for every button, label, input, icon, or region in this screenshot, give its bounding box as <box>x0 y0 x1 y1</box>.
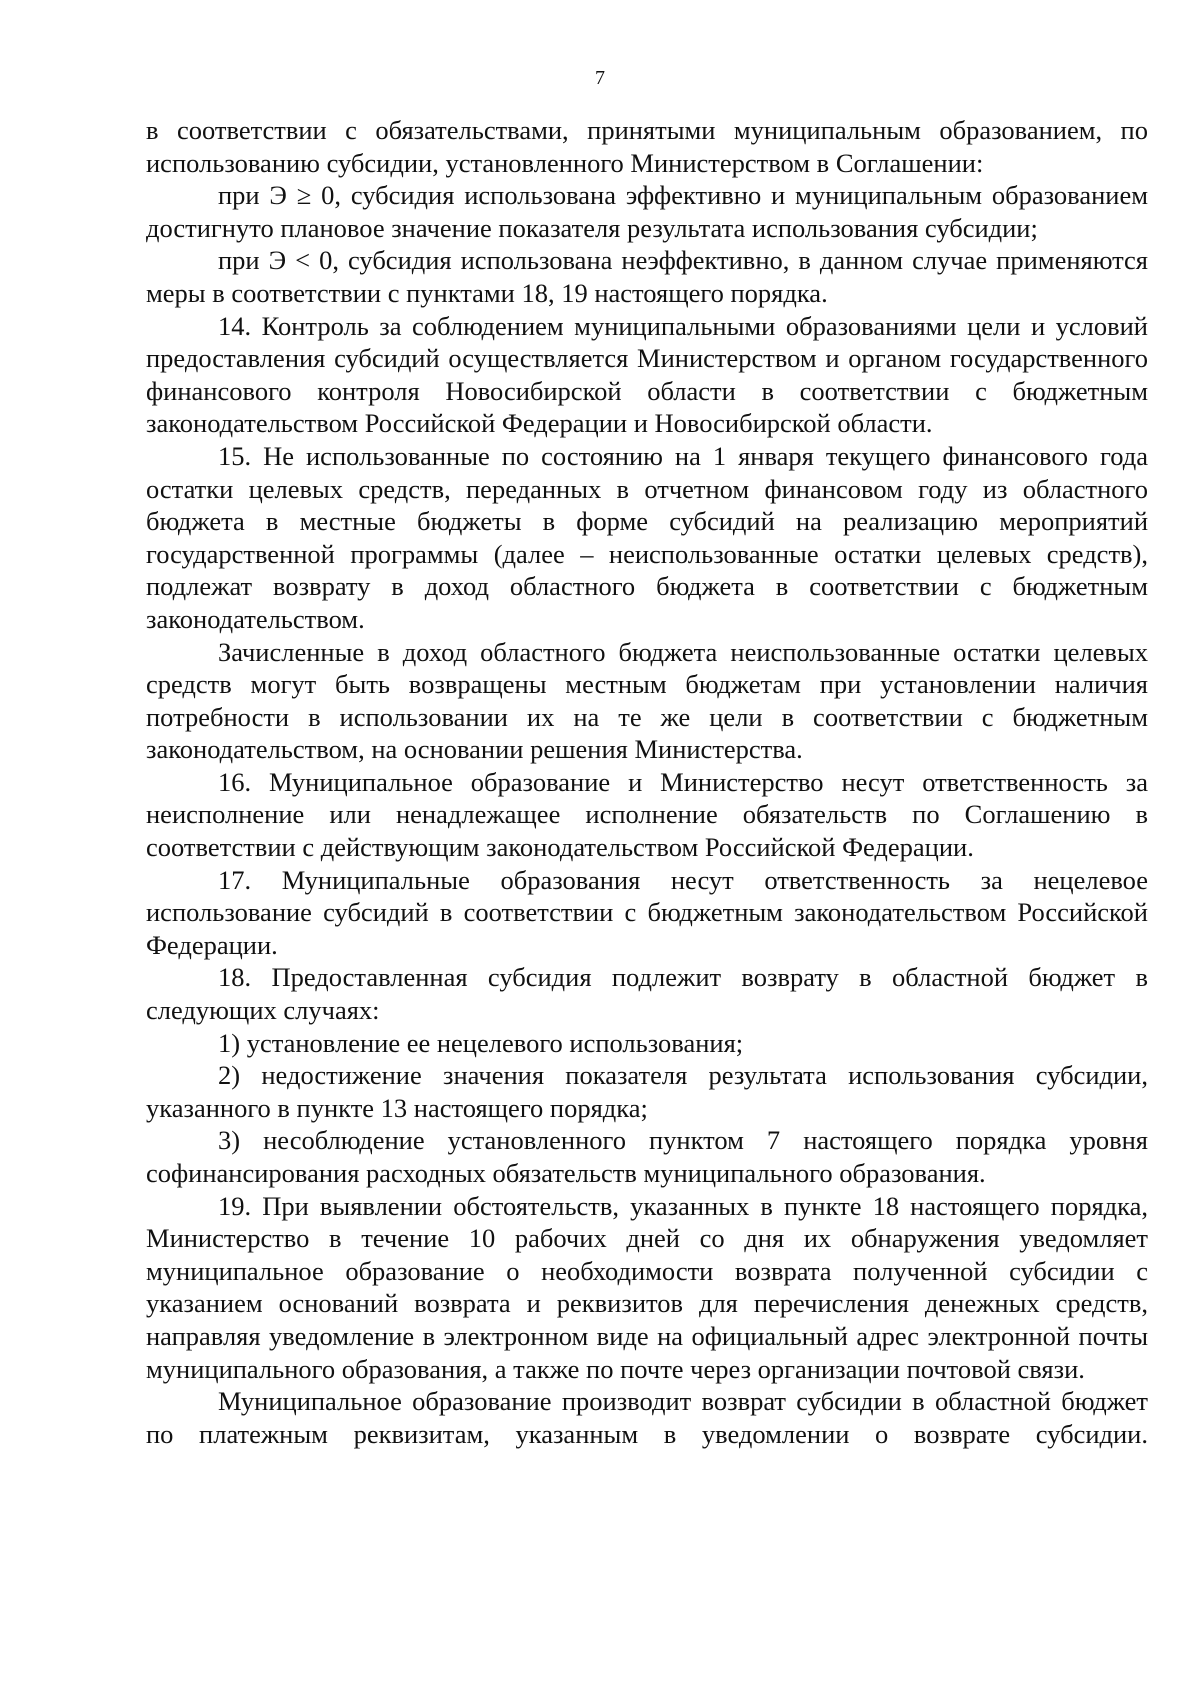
paragraph-p-e-ge: при Э ≥ 0, субсидия использована эффективно и муниципальным образованием достигнуто плановое значение показателя результата использования субсидии; <box>146 180 1148 243</box>
paragraph-p-18-2: 2) недостижение значения показателя результата использования субсидии, указанного в пункте 13 настоящего порядка; <box>146 1060 1148 1123</box>
paragraph-p-18: 18. Предоставленная субсидия подлежит возврату в областной бюджет в следующих случаях: <box>146 962 1148 1026</box>
paragraph-p-18-1: 1) установление ее нецелевого использования; <box>218 1027 744 1058</box>
paragraph-p-18-3: 3) несоблюдение установленного пунктом 7 настоящего порядка уровня софинансирования расходных обязательств муниципального образования. <box>146 1125 1148 1188</box>
paragraph-p-cont: в соответствии с обязательствами, принятыми муниципальным образованием, по использованию субсидии, установленного Министерством в Соглашении: <box>146 115 1148 178</box>
paragraph-p-15: 15. Не использованные по состоянию на 1 января текущего финансового года остатки целевых средств, переданных в отчетном финансовом году из областного бюджета в местные бюджеты в форме субсидий на реализацию мероприятий государственной программы (далее – неиспользованные остатки целевых средств), подлежат возврату в доход областного бюджета в соответствии с бюджетным законодательством. <box>146 440 1148 634</box>
paragraph-p-14: 14. Контроль за соблюдением муниципальными образованиями цели и условий предоставления субсидий осуществляется Министерством и органом государственного финансового контроля Новосибирской области в соответствии с бюджетным законодательством Российской Федерации и Новосибирской области. <box>146 310 1148 439</box>
document-body <box>146 114 1148 1450</box>
paragraph-p-15-2: Зачисленные в доход областного бюджета неиспользованные остатки целевых средств могут быть возвращены местным бюджетам при установлении наличия потребности в использовании их на те же цели в соответствии с бюджетным законодательством, на основании решения Министерства. <box>146 636 1148 765</box>
paragraph-p-17: 17. Муниципальные образования несут ответственность за нецелевое использование субсидий в соответствии с бюджетным законодательством Российской Федерации. <box>146 864 1148 960</box>
paragraph-p-19: 19. При выявлении обстоятельств, указанных в пункте 18 настоящего порядка, Министерство в течение 10 рабочих дней со дня их обнаружения уведомляет муниципальное образование о необходимости возврата полученной субсидии с указанием оснований возврата и реквизитов для перечисления денежных средств, направляя уведомление в электронном виде на официальный адрес электронной почты муниципального образования, а также по почте через организации почтовой связи. <box>146 1190 1148 1384</box>
paragraph-p-16: 16. Муниципальное образование и Министерство несут ответственность за неисполнение или ненадлежащее исполнение обязательств по Соглашению в соответствии с действующим законодательством Российской Федерации. <box>146 766 1148 863</box>
paragraph-p-19-2: Муниципальное образование производит возврат субсидии в областной бюджет по платежным реквизитам, указанным в уведомлении о возврате субсидии. <box>146 1386 1148 1449</box>
paragraph-p-e-lt: при Э < 0, субсидия использована неэффективно, в данном случае применяются меры в соответствии с пунктами 18, 19 настоящего порядка. <box>146 245 1148 308</box>
page-number: 7 <box>595 67 605 89</box>
